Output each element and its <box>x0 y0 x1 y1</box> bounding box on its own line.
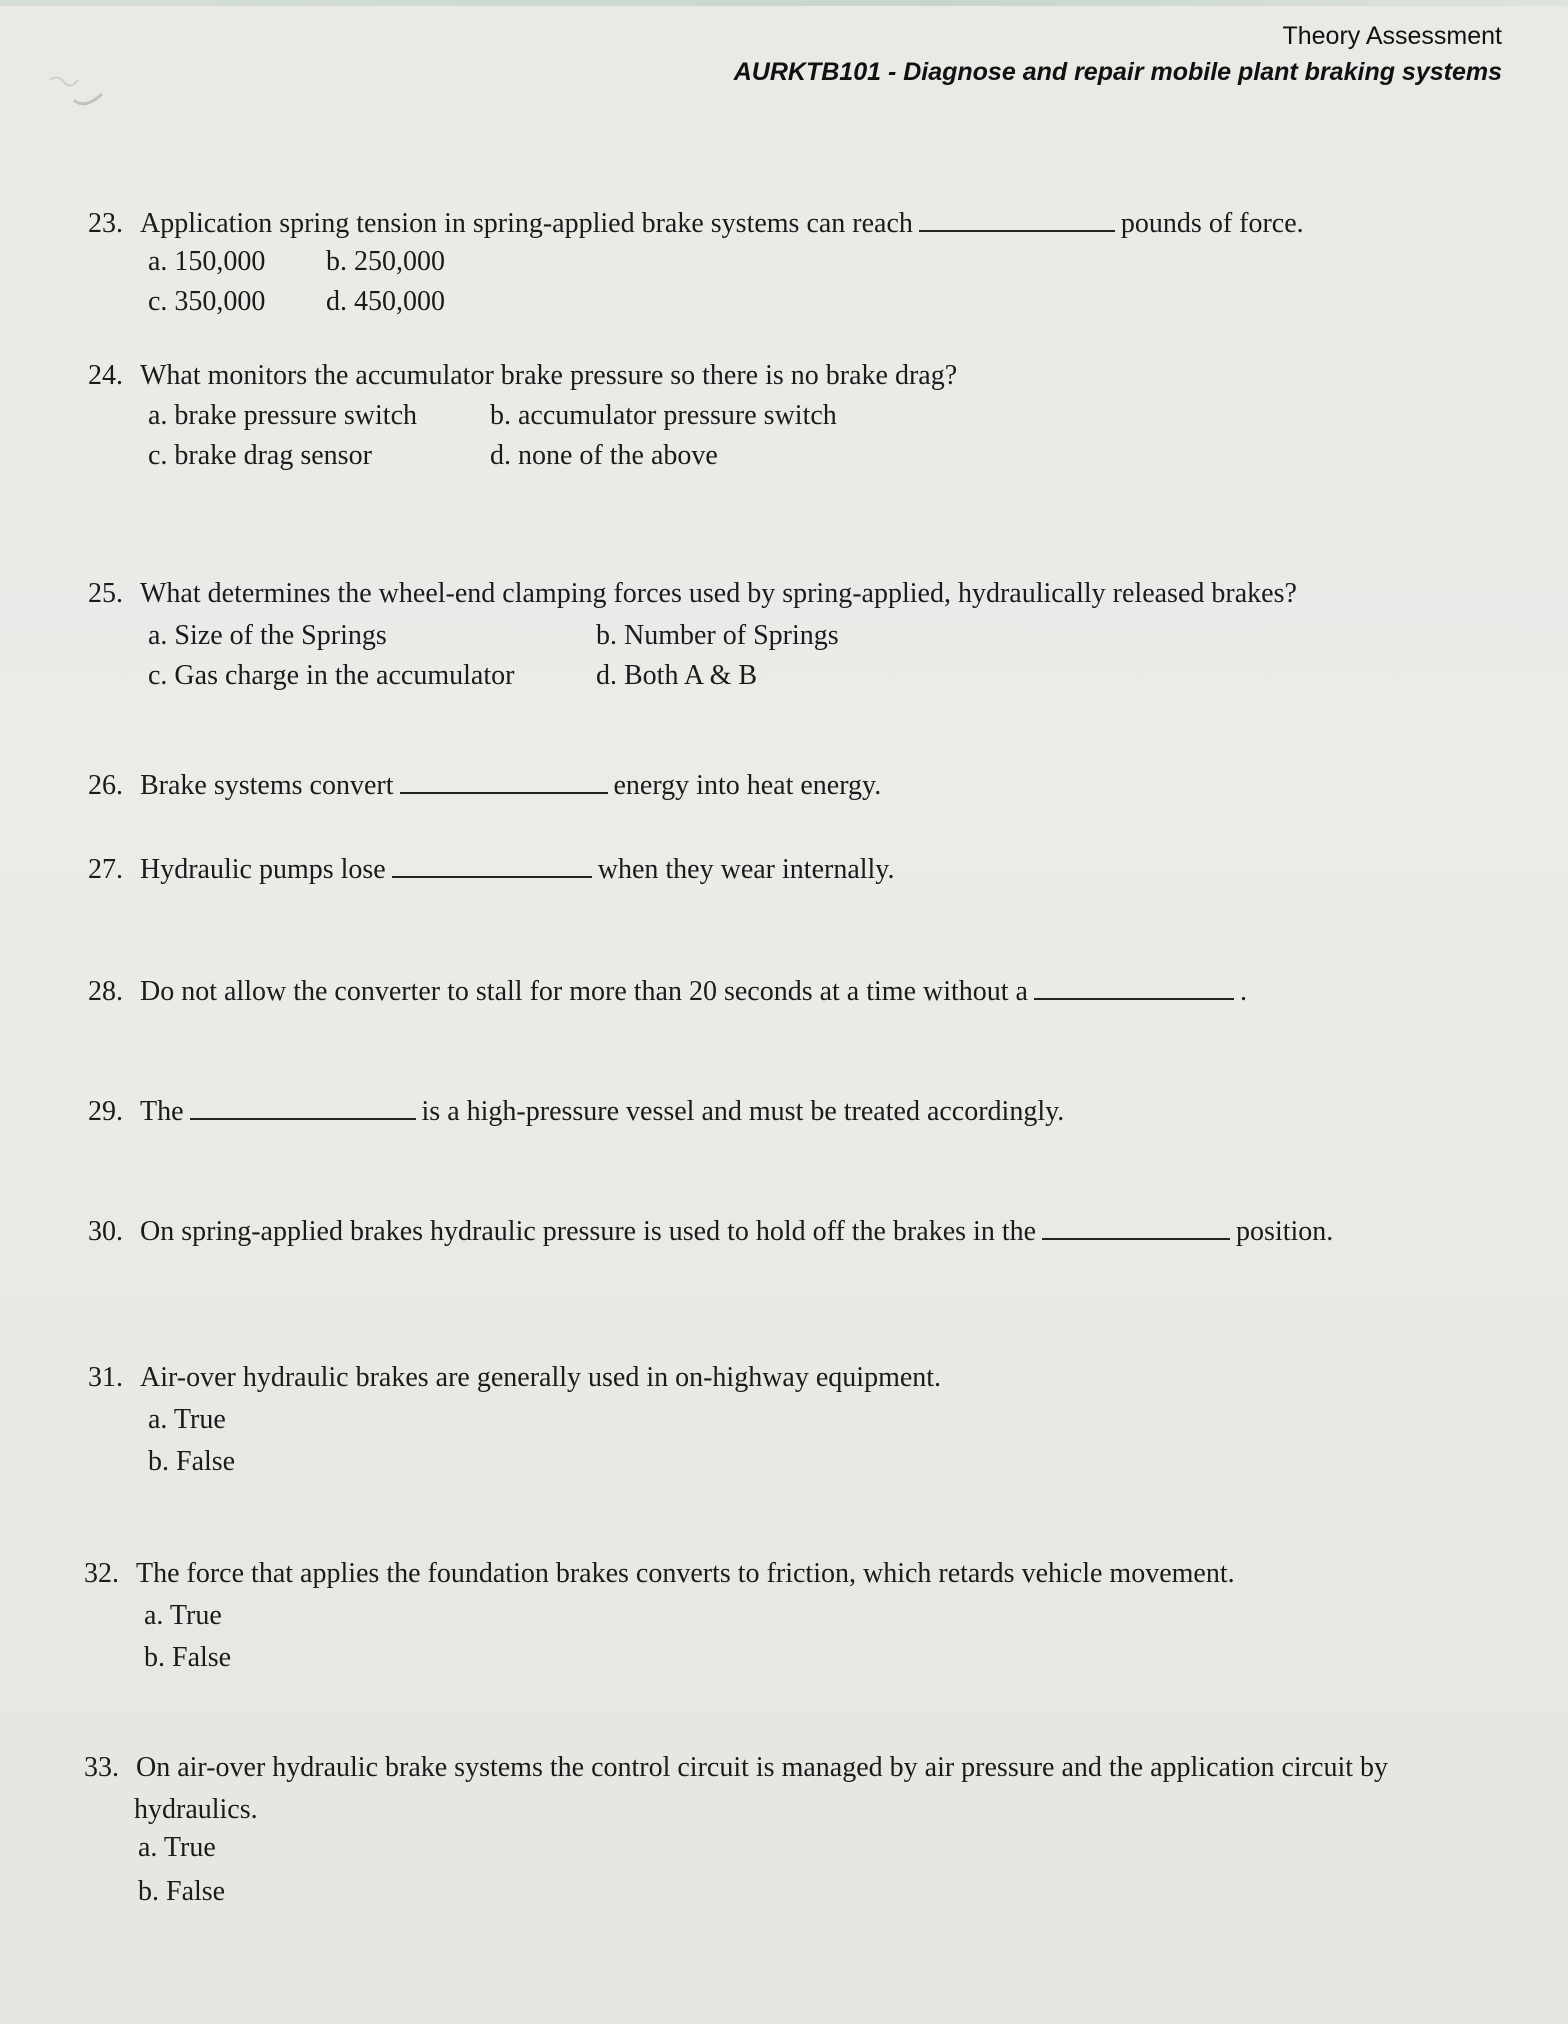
question-text: On spring-applied brakes hydraulic pressure is used to hold off the brakes in the <box>140 1216 1037 1247</box>
header-title: Theory Assessment <box>1282 22 1502 50</box>
question-number: 23. <box>88 208 123 239</box>
option-c[interactable]: c. brake drag sensor <box>148 440 372 471</box>
option-a[interactable]: a. 150,000 <box>148 246 266 277</box>
question-24 <box>88 356 957 396</box>
question-29 <box>88 1090 1064 1132</box>
question-text: Brake systems convert <box>140 770 394 801</box>
question-text: The force that applies the foundation brakes converts to friction, which retards vehicle movement. <box>136 1558 1235 1589</box>
question-text-after: is a high-pressure vessel and must be treated accordingly. <box>421 1096 1065 1127</box>
question-text: Do not allow the converter to stall for more than 20 seconds at a time without a <box>140 976 1028 1007</box>
question-32 <box>84 1554 1235 1594</box>
question-number: 33. <box>84 1752 119 1783</box>
question-number: 26. <box>88 770 123 801</box>
answer-blank[interactable] <box>919 202 1115 232</box>
question-33 <box>84 1748 1388 1788</box>
question-number: 25. <box>88 578 123 609</box>
page-top-edge <box>0 0 1568 6</box>
option-a[interactable]: a. Size of the Springs <box>148 620 387 651</box>
option-b[interactable]: b. False <box>148 1446 236 1477</box>
question-number: 27. <box>88 854 123 885</box>
answer-blank[interactable] <box>392 848 592 878</box>
question-text: What monitors the accumulator brake pressure so there is no brake drag? <box>140 360 958 391</box>
question-30 <box>88 1210 1333 1252</box>
pen-mark-icon <box>44 66 114 116</box>
question-text-after: when they wear internally. <box>597 854 895 885</box>
option-d[interactable]: d. none of the above <box>490 440 718 471</box>
document-header <box>734 18 1502 90</box>
header-subtitle: AURKTB101 - Diagnose and repair mobile plant braking systems <box>733 58 1502 86</box>
question-31 <box>88 1358 941 1398</box>
question-text: What determines the wheel-end clamping forces used by spring-applied, hydraulically released brakes? <box>140 578 1297 609</box>
question-23 <box>88 202 1304 244</box>
option-b[interactable]: b. 250,000 <box>326 246 445 277</box>
answer-blank[interactable] <box>1042 1210 1230 1240</box>
question-text-after: . <box>1240 976 1247 1007</box>
answer-blank[interactable] <box>400 764 608 794</box>
question-text: Air-over hydraulic brakes are generally used in on-highway equipment. <box>140 1362 942 1393</box>
question-number: 31. <box>88 1362 123 1393</box>
question-text-after: energy into heat energy. <box>613 770 882 801</box>
question-text-continued: hydraulics. <box>134 1794 258 1825</box>
answer-blank[interactable] <box>1034 970 1234 1000</box>
question-number: 28. <box>88 976 123 1007</box>
question-number: 32. <box>84 1558 119 1589</box>
option-c[interactable]: c. 350,000 <box>148 286 266 317</box>
question-text: Application spring tension in spring-applied brake systems can reach <box>140 208 913 239</box>
option-b[interactable]: b. Number of Springs <box>596 620 839 651</box>
option-a[interactable]: a. brake pressure switch <box>148 400 418 431</box>
answer-blank[interactable] <box>190 1090 416 1120</box>
question-27 <box>88 848 894 890</box>
question-number: 29. <box>88 1096 123 1127</box>
option-b[interactable]: b. False <box>138 1876 226 1907</box>
question-text: The <box>140 1096 184 1127</box>
question-number: 30. <box>88 1216 123 1247</box>
question-text-after: pounds of force. <box>1120 208 1304 239</box>
option-c[interactable]: c. Gas charge in the accumulator <box>148 660 515 691</box>
option-b[interactable]: b. accumulator pressure switch <box>490 400 837 431</box>
question-text: Hydraulic pumps lose <box>140 854 386 885</box>
question-text: On air-over hydraulic brake systems the control circuit is managed by air pressure and the application circuit by <box>136 1752 1389 1783</box>
option-d[interactable]: d. 450,000 <box>326 286 445 317</box>
question-text-after: position. <box>1236 1216 1334 1247</box>
question-26 <box>88 764 881 806</box>
question-number: 24. <box>88 360 123 391</box>
option-b[interactable]: b. False <box>144 1642 232 1673</box>
option-a[interactable]: a. True <box>148 1404 226 1435</box>
option-d[interactable]: d. Both A & B <box>596 660 758 691</box>
option-a[interactable]: a. True <box>138 1832 216 1863</box>
question-25 <box>88 574 1297 614</box>
question-28 <box>88 970 1247 1012</box>
option-a[interactable]: a. True <box>144 1600 222 1631</box>
